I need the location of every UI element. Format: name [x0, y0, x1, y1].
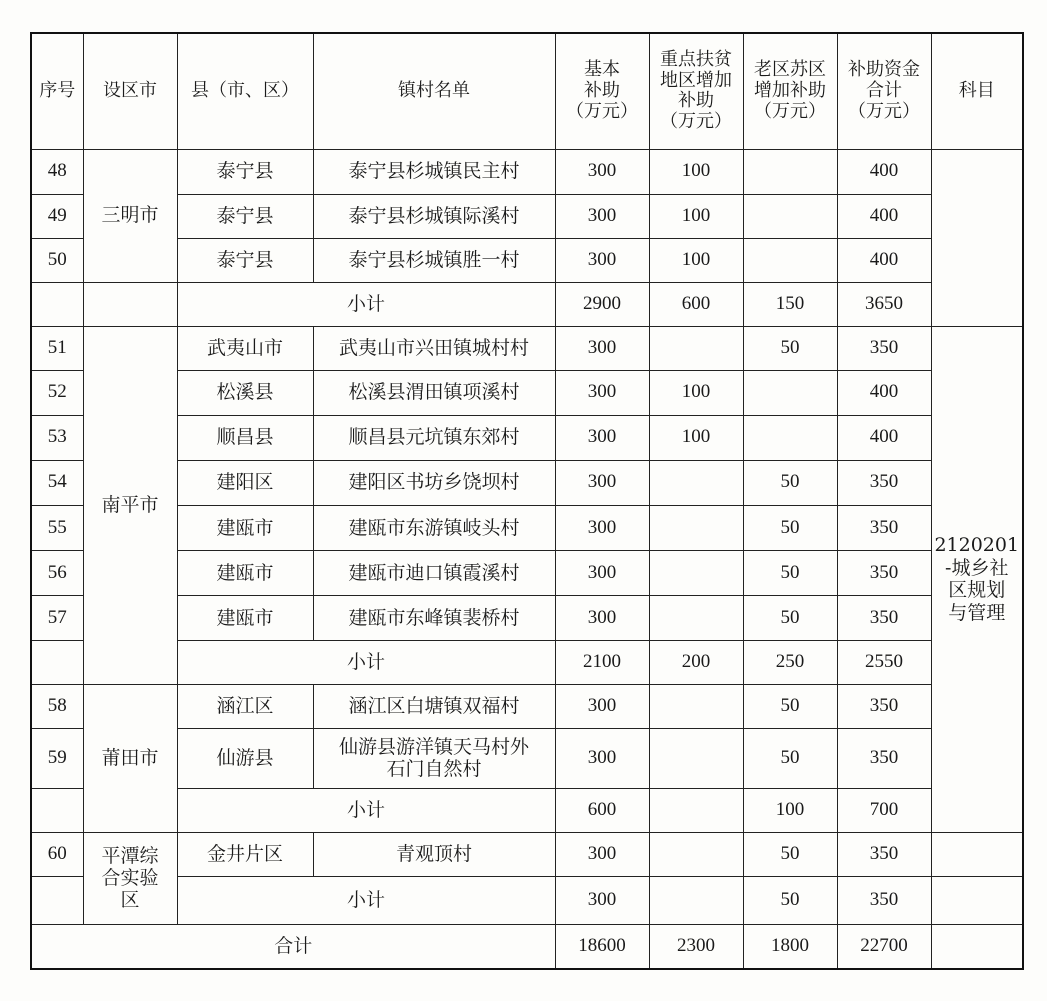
cell-total: 350 [837, 505, 931, 550]
cell-seq-blank [31, 282, 83, 326]
cell-poverty [649, 460, 743, 505]
header-village: 镇村名单 [313, 33, 555, 149]
cell-old-area: 50 [743, 729, 837, 789]
cell-village: 泰宁县杉城镇胜一村 [313, 238, 555, 282]
cell-seq: 58 [31, 685, 83, 729]
cell-county: 建阳区 [177, 460, 313, 505]
subtotal-total: 350 [837, 877, 931, 925]
cell-total: 400 [837, 194, 931, 238]
table-row [31, 595, 1023, 640]
subtotal-poverty: 200 [649, 641, 743, 685]
cell-village: 松溪县渭田镇项溪村 [313, 370, 555, 415]
cell-poverty: 100 [649, 238, 743, 282]
table-row [31, 238, 1023, 282]
cell-county: 建瓯市 [177, 505, 313, 550]
cell-old-area [743, 370, 837, 415]
header-row [31, 33, 1023, 149]
grand-total-total: 22700 [837, 925, 931, 969]
table-row [31, 833, 1023, 877]
cell-basic: 300 [555, 595, 649, 640]
cell-old-area: 50 [743, 833, 837, 877]
cell-village: 武夷山市兴田镇城村村 [313, 326, 555, 370]
cell-basic: 300 [555, 149, 649, 194]
cell-old-area: 50 [743, 326, 837, 370]
cell-old-area [743, 149, 837, 194]
cell-poverty [649, 550, 743, 595]
subtotal-basic: 2900 [555, 282, 649, 326]
cell-county: 顺昌县 [177, 415, 313, 460]
grand-total-basic: 18600 [555, 925, 649, 969]
subtotal-poverty: 600 [649, 282, 743, 326]
table-row [31, 149, 1023, 194]
cell-seq: 49 [31, 194, 83, 238]
cell-basic: 300 [555, 505, 649, 550]
cell-county: 仙游县 [177, 729, 313, 789]
subject-code: 2120201 -城乡社 区规划 与管理 [931, 326, 1023, 833]
cell-county: 建瓯市 [177, 595, 313, 640]
subtotal-label: 小计 [177, 641, 555, 685]
subtotal-label: 小计 [177, 282, 555, 326]
header-total: 补助资金 合计 （万元） [837, 33, 931, 149]
cell-county: 建瓯市 [177, 550, 313, 595]
cell-village: 仙游县游洋镇天马村外 石门自然村 [313, 729, 555, 789]
cell-total: 400 [837, 370, 931, 415]
table-row [31, 460, 1023, 505]
cell-village: 顺昌县元坑镇东郊村 [313, 415, 555, 460]
cell-old-area: 50 [743, 460, 837, 505]
subtotal-row [31, 641, 1023, 685]
subtotal-total: 700 [837, 789, 931, 833]
cell-seq: 50 [31, 238, 83, 282]
subtotal-poverty [649, 877, 743, 925]
cell-seq: 60 [31, 833, 83, 877]
cell-village: 建瓯市东游镇岐头村 [313, 505, 555, 550]
cell-seq: 56 [31, 550, 83, 595]
cell-seq: 54 [31, 460, 83, 505]
cell-village: 泰宁县杉城镇民主村 [313, 149, 555, 194]
table-row [31, 685, 1023, 729]
city-putian: 莆田市 [83, 685, 177, 833]
cell-basic: 300 [555, 415, 649, 460]
table-row [31, 370, 1023, 415]
subtotal-basic: 600 [555, 789, 649, 833]
cell-poverty [649, 595, 743, 640]
city-sanming: 三明市 [83, 149, 177, 282]
cell-old-area: 50 [743, 550, 837, 595]
header-city: 设区市 [83, 33, 177, 149]
subtotal-row [31, 877, 1023, 925]
cell-total: 350 [837, 595, 931, 640]
cell-basic: 300 [555, 238, 649, 282]
cell-poverty: 100 [649, 415, 743, 460]
table-row [31, 326, 1023, 370]
cell-poverty: 100 [649, 370, 743, 415]
cell-county: 泰宁县 [177, 149, 313, 194]
subtotal-total: 3650 [837, 282, 931, 326]
cell-village: 建阳区书坊乡饶坝村 [313, 460, 555, 505]
cell-seq: 57 [31, 595, 83, 640]
subtotal-row [31, 282, 1023, 326]
cell-seq: 59 [31, 729, 83, 789]
subtotal-old-area: 250 [743, 641, 837, 685]
cell-old-area [743, 238, 837, 282]
cell-total: 350 [837, 460, 931, 505]
cell-poverty [649, 729, 743, 789]
header-county: 县（市、区） [177, 33, 313, 149]
grand-total-poverty: 2300 [649, 925, 743, 969]
header-seq: 序号 [31, 33, 83, 149]
cell-village: 青观顶村 [313, 833, 555, 877]
cell-village: 涵江区白塘镇双福村 [313, 685, 555, 729]
subsidy-table [30, 32, 1024, 970]
city-pingtan: 平潭综 合实验 区 [83, 833, 177, 925]
cell-total: 350 [837, 729, 931, 789]
cell-total: 350 [837, 550, 931, 595]
cell-basic: 300 [555, 370, 649, 415]
table-row [31, 415, 1023, 460]
cell-old-area: 50 [743, 595, 837, 640]
cell-old-area: 50 [743, 505, 837, 550]
subtotal-total: 2550 [837, 641, 931, 685]
cell-poverty [649, 685, 743, 729]
cell-city-blank [83, 282, 177, 326]
table-row [31, 505, 1023, 550]
subtotal-poverty [649, 789, 743, 833]
cell-seq: 51 [31, 326, 83, 370]
cell-old-area [743, 415, 837, 460]
cell-seq: 55 [31, 505, 83, 550]
cell-poverty [649, 833, 743, 877]
cell-county: 松溪县 [177, 370, 313, 415]
cell-poverty: 100 [649, 194, 743, 238]
cell-basic: 300 [555, 194, 649, 238]
cell-old-area [743, 194, 837, 238]
cell-seq: 48 [31, 149, 83, 194]
cell-basic: 300 [555, 550, 649, 595]
subtotal-row [31, 789, 1023, 833]
subtotal-old-area: 50 [743, 877, 837, 925]
grand-total-label: 合计 [31, 925, 555, 969]
cell-total: 350 [837, 685, 931, 729]
subtotal-basic: 300 [555, 877, 649, 925]
cell-total: 400 [837, 149, 931, 194]
cell-county: 武夷山市 [177, 326, 313, 370]
grand-total-old-area: 1800 [743, 925, 837, 969]
header-basic: 基本 补助 （万元） [555, 33, 649, 149]
subtotal-basic: 2100 [555, 641, 649, 685]
cell-old-area: 50 [743, 685, 837, 729]
subtotal-label: 小计 [177, 877, 555, 925]
cell-total: 400 [837, 238, 931, 282]
cell-village: 建瓯市东峰镇裴桥村 [313, 595, 555, 640]
cell-seq-blank [31, 877, 83, 925]
cell-basic: 300 [555, 326, 649, 370]
subject-blank-pingtan [931, 877, 1023, 925]
city-nanping: 南平市 [83, 326, 177, 684]
cell-county: 泰宁县 [177, 194, 313, 238]
cell-county: 涵江区 [177, 685, 313, 729]
cell-basic: 300 [555, 833, 649, 877]
cell-poverty: 100 [649, 149, 743, 194]
subject-blank-sanming [931, 149, 1023, 326]
header-poverty: 重点扶贫 地区增加 补助 （万元） [649, 33, 743, 149]
cell-village: 建瓯市迪口镇霞溪村 [313, 550, 555, 595]
cell-seq: 52 [31, 370, 83, 415]
table-row [31, 729, 1023, 789]
cell-poverty [649, 326, 743, 370]
cell-seq: 53 [31, 415, 83, 460]
cell-county: 泰宁县 [177, 238, 313, 282]
subtotal-label: 小计 [177, 789, 555, 833]
table-row [31, 194, 1023, 238]
header-old-area: 老区苏区 增加补助 （万元） [743, 33, 837, 149]
cell-village: 泰宁县杉城镇际溪村 [313, 194, 555, 238]
cell-seq-blank [31, 641, 83, 685]
subject-blank-total [931, 925, 1023, 969]
cell-seq-blank [31, 789, 83, 833]
cell-county: 金井片区 [177, 833, 313, 877]
grand-total-row [31, 925, 1023, 969]
header-subject: 科目 [931, 33, 1023, 149]
cell-poverty [649, 505, 743, 550]
cell-total: 350 [837, 326, 931, 370]
cell-total: 400 [837, 415, 931, 460]
cell-basic: 300 [555, 685, 649, 729]
subtotal-old-area: 100 [743, 789, 837, 833]
cell-total: 350 [837, 833, 931, 877]
subtotal-old-area: 150 [743, 282, 837, 326]
cell-basic: 300 [555, 729, 649, 789]
cell-basic: 300 [555, 460, 649, 505]
table-row [31, 550, 1023, 595]
